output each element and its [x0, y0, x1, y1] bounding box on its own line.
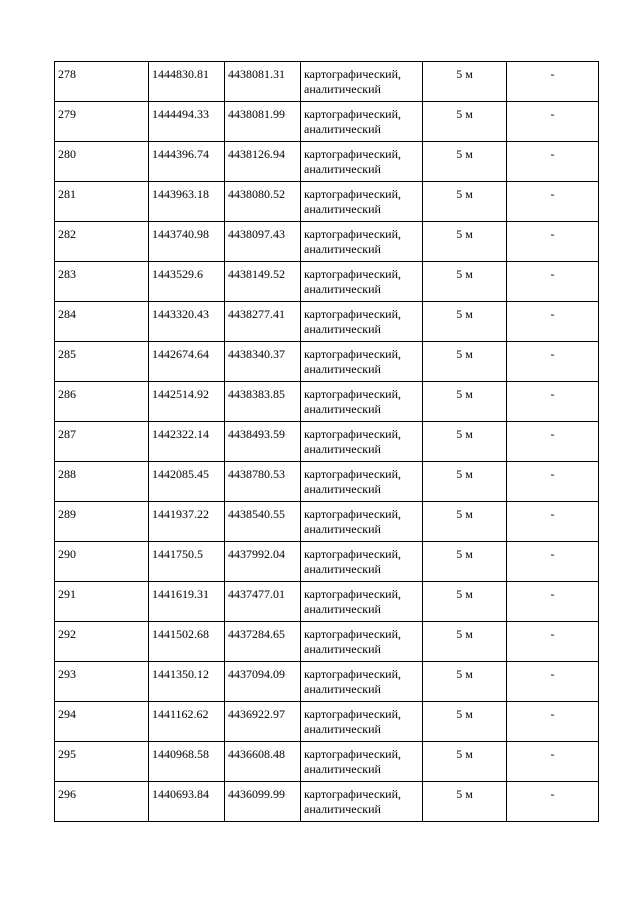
method-cell: картографический, аналитический [301, 582, 423, 622]
table-row [55, 302, 599, 342]
y-coordinate-cell: 4438080.52 [225, 182, 301, 222]
y-coordinate-cell: 4437477.01 [225, 582, 301, 622]
table-row [55, 502, 599, 542]
x-coordinate-cell: 1441619.31 [149, 582, 225, 622]
x-coordinate-cell: 1443529.6 [149, 262, 225, 302]
accuracy-cell: 5 м [423, 702, 507, 742]
table-row [55, 62, 599, 102]
point-number-cell: 293 [55, 662, 149, 702]
x-coordinate-cell: 1444396.74 [149, 142, 225, 182]
method-cell: картографический, аналитический [301, 462, 423, 502]
point-number-cell: 284 [55, 302, 149, 342]
table-row [55, 782, 599, 822]
point-number-cell: 281 [55, 182, 149, 222]
method-cell: картографический, аналитический [301, 142, 423, 182]
accuracy-cell: 5 м [423, 782, 507, 822]
note-cell: - [507, 702, 599, 742]
method-cell: картографический, аналитический [301, 742, 423, 782]
accuracy-cell: 5 м [423, 182, 507, 222]
point-number-cell: 295 [55, 742, 149, 782]
table-row [55, 702, 599, 742]
accuracy-cell: 5 м [423, 622, 507, 662]
point-number-cell: 291 [55, 582, 149, 622]
method-cell: картографический, аналитический [301, 62, 423, 102]
note-cell: - [507, 622, 599, 662]
method-cell: картографический, аналитический [301, 702, 423, 742]
method-cell: картографический, аналитический [301, 662, 423, 702]
note-cell: - [507, 542, 599, 582]
note-cell: - [507, 342, 599, 382]
point-number-cell: 292 [55, 622, 149, 662]
table-row [55, 462, 599, 502]
method-cell: картографический, аналитический [301, 502, 423, 542]
note-cell: - [507, 422, 599, 462]
method-cell: картографический, аналитический [301, 222, 423, 262]
point-number-cell: 280 [55, 142, 149, 182]
accuracy-cell: 5 м [423, 342, 507, 382]
y-coordinate-cell: 4438780.53 [225, 462, 301, 502]
point-number-cell: 289 [55, 502, 149, 542]
y-coordinate-cell: 4438383.85 [225, 382, 301, 422]
note-cell: - [507, 782, 599, 822]
x-coordinate-cell: 1441162.62 [149, 702, 225, 742]
x-coordinate-cell: 1443320.43 [149, 302, 225, 342]
point-number-cell: 286 [55, 382, 149, 422]
table-row [55, 622, 599, 662]
x-coordinate-cell: 1443740.98 [149, 222, 225, 262]
method-cell: картографический, аналитический [301, 302, 423, 342]
point-number-cell: 290 [55, 542, 149, 582]
accuracy-cell: 5 м [423, 382, 507, 422]
x-coordinate-cell: 1441502.68 [149, 622, 225, 662]
point-number-cell: 296 [55, 782, 149, 822]
y-coordinate-cell: 4436922.97 [225, 702, 301, 742]
x-coordinate-cell: 1441937.22 [149, 502, 225, 542]
x-coordinate-cell: 1442322.14 [149, 422, 225, 462]
note-cell: - [507, 102, 599, 142]
y-coordinate-cell: 4438493.59 [225, 422, 301, 462]
y-coordinate-cell: 4437992.04 [225, 542, 301, 582]
table-row [55, 422, 599, 462]
point-number-cell: 294 [55, 702, 149, 742]
table-row [55, 662, 599, 702]
point-number-cell: 278 [55, 62, 149, 102]
table-row [55, 582, 599, 622]
table-row [55, 222, 599, 262]
method-cell: картографический, аналитический [301, 782, 423, 822]
table-row [55, 182, 599, 222]
y-coordinate-cell: 4436099.99 [225, 782, 301, 822]
table-row [55, 342, 599, 382]
accuracy-cell: 5 м [423, 62, 507, 102]
coordinates-table [54, 61, 599, 822]
y-coordinate-cell: 4438126.94 [225, 142, 301, 182]
x-coordinate-cell: 1440968.58 [149, 742, 225, 782]
accuracy-cell: 5 м [423, 302, 507, 342]
method-cell: картографический, аналитический [301, 102, 423, 142]
note-cell: - [507, 662, 599, 702]
y-coordinate-cell: 4438540.55 [225, 502, 301, 542]
y-coordinate-cell: 4438277.41 [225, 302, 301, 342]
note-cell: - [507, 302, 599, 342]
accuracy-cell: 5 м [423, 222, 507, 262]
y-coordinate-cell: 4438149.52 [225, 262, 301, 302]
method-cell: картографический, аналитический [301, 262, 423, 302]
coordinates-table-body [55, 62, 599, 822]
x-coordinate-cell: 1444494.33 [149, 102, 225, 142]
table-row [55, 742, 599, 782]
accuracy-cell: 5 м [423, 582, 507, 622]
y-coordinate-cell: 4437284.65 [225, 622, 301, 662]
x-coordinate-cell: 1443963.18 [149, 182, 225, 222]
method-cell: картографический, аналитический [301, 382, 423, 422]
note-cell: - [507, 262, 599, 302]
x-coordinate-cell: 1442674.64 [149, 342, 225, 382]
table-row [55, 262, 599, 302]
point-number-cell: 279 [55, 102, 149, 142]
y-coordinate-cell: 4438097.43 [225, 222, 301, 262]
y-coordinate-cell: 4437094.09 [225, 662, 301, 702]
x-coordinate-cell: 1442514.92 [149, 382, 225, 422]
note-cell: - [507, 142, 599, 182]
y-coordinate-cell: 4436608.48 [225, 742, 301, 782]
table-row [55, 102, 599, 142]
point-number-cell: 288 [55, 462, 149, 502]
x-coordinate-cell: 1441750.5 [149, 542, 225, 582]
note-cell: - [507, 382, 599, 422]
table-row [55, 542, 599, 582]
note-cell: - [507, 182, 599, 222]
x-coordinate-cell: 1440693.84 [149, 782, 225, 822]
accuracy-cell: 5 м [423, 662, 507, 702]
note-cell: - [507, 222, 599, 262]
y-coordinate-cell: 4438081.31 [225, 62, 301, 102]
point-number-cell: 283 [55, 262, 149, 302]
method-cell: картографический, аналитический [301, 422, 423, 462]
method-cell: картографический, аналитический [301, 622, 423, 662]
accuracy-cell: 5 м [423, 142, 507, 182]
note-cell: - [507, 462, 599, 502]
accuracy-cell: 5 м [423, 502, 507, 542]
accuracy-cell: 5 м [423, 422, 507, 462]
accuracy-cell: 5 м [423, 262, 507, 302]
note-cell: - [507, 742, 599, 782]
note-cell: - [507, 62, 599, 102]
table-row [55, 142, 599, 182]
accuracy-cell: 5 м [423, 462, 507, 502]
method-cell: картографический, аналитический [301, 182, 423, 222]
accuracy-cell: 5 м [423, 742, 507, 782]
method-cell: картографический, аналитический [301, 342, 423, 382]
point-number-cell: 287 [55, 422, 149, 462]
y-coordinate-cell: 4438340.37 [225, 342, 301, 382]
table-row [55, 382, 599, 422]
accuracy-cell: 5 м [423, 102, 507, 142]
note-cell: - [507, 582, 599, 622]
note-cell: - [507, 502, 599, 542]
x-coordinate-cell: 1444830.81 [149, 62, 225, 102]
point-number-cell: 282 [55, 222, 149, 262]
x-coordinate-cell: 1441350.12 [149, 662, 225, 702]
method-cell: картографический, аналитический [301, 542, 423, 582]
accuracy-cell: 5 м [423, 542, 507, 582]
x-coordinate-cell: 1442085.45 [149, 462, 225, 502]
y-coordinate-cell: 4438081.99 [225, 102, 301, 142]
point-number-cell: 285 [55, 342, 149, 382]
